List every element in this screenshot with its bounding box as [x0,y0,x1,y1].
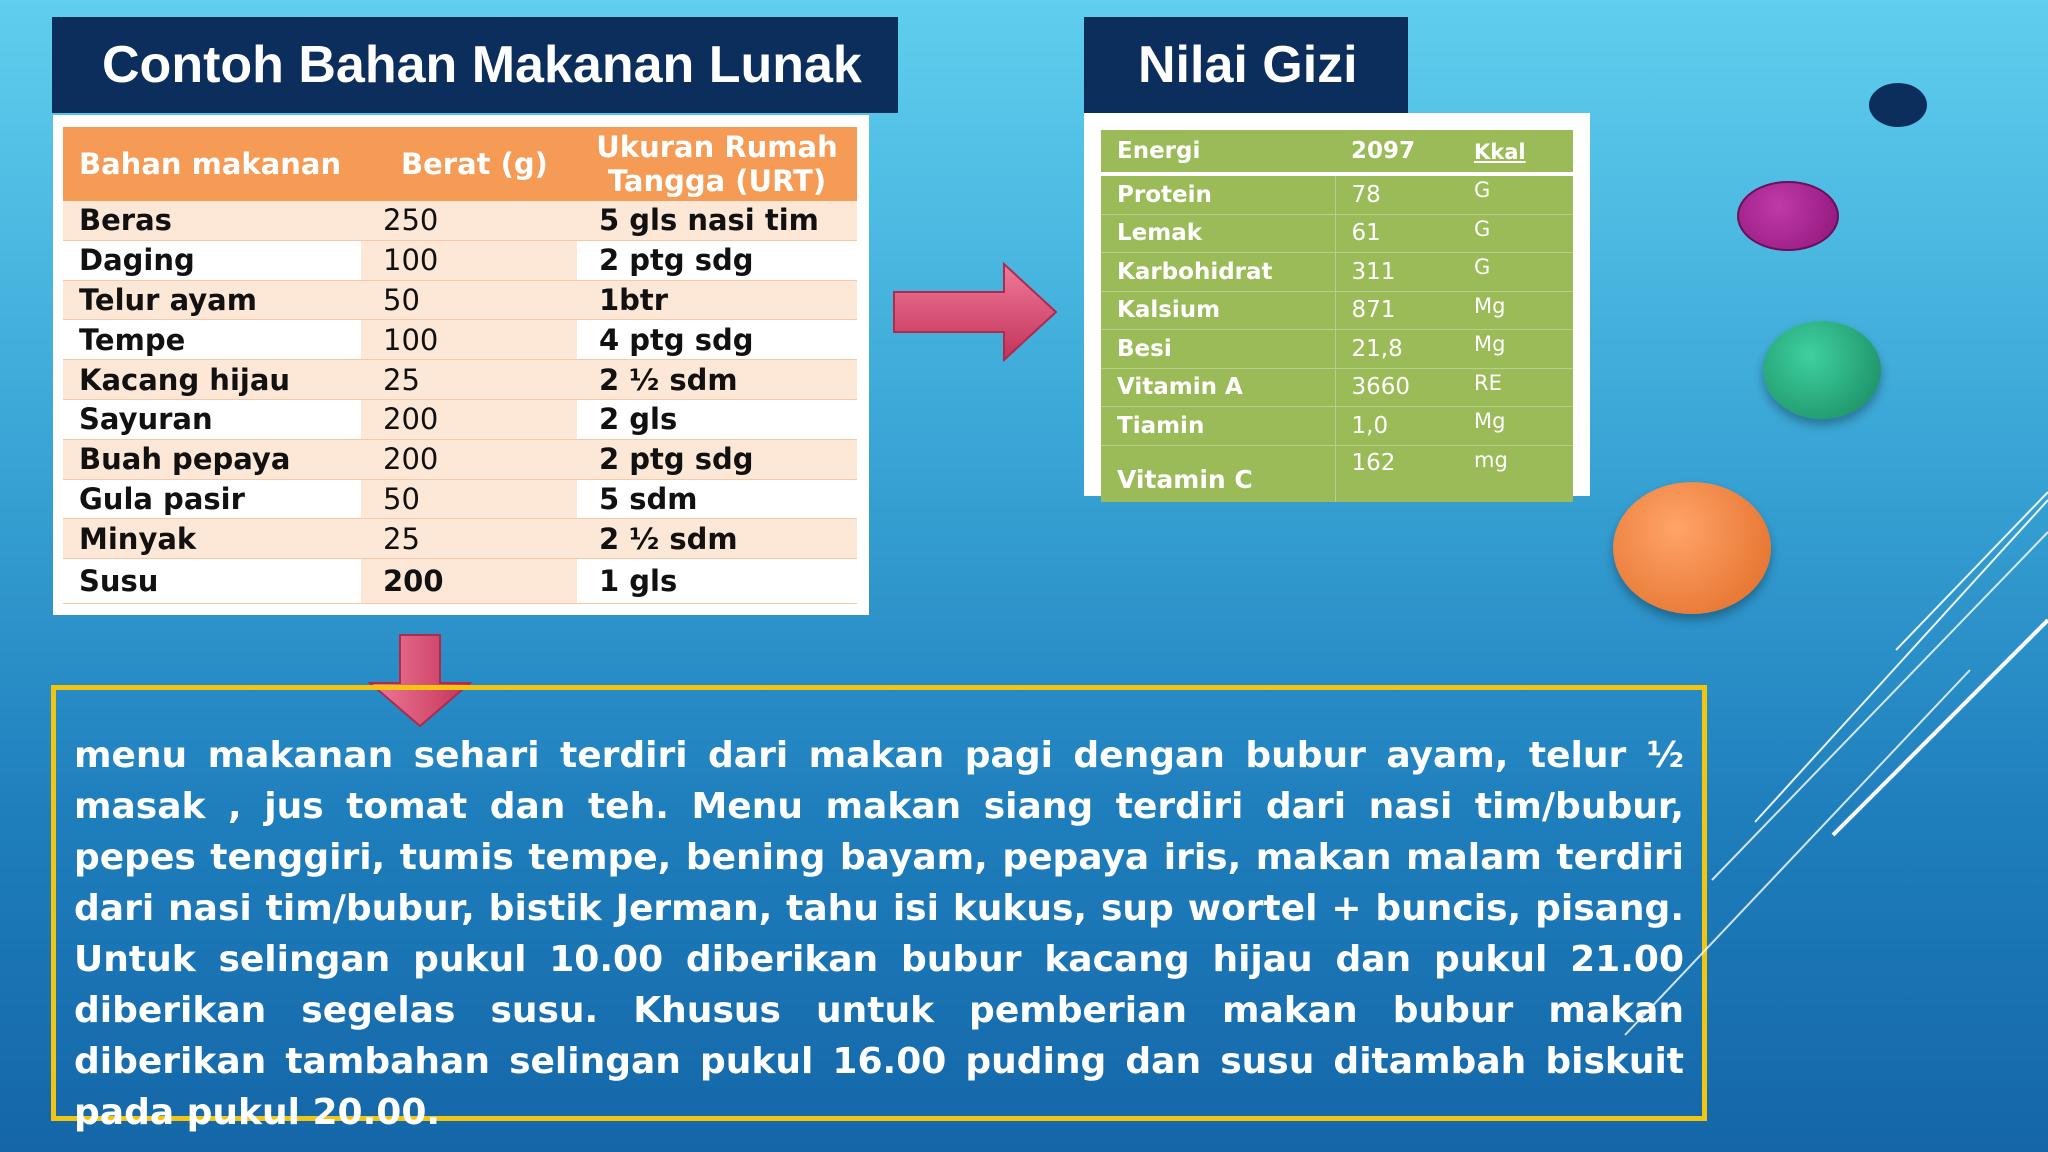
nutrient-cell: Lemak [1101,214,1335,253]
ingredient-cell: Minyak [63,519,361,559]
nutrient-cell: Vitamin A [1101,368,1335,407]
ingredient-cell: Susu [63,559,361,604]
purple-circle-decoration [1737,181,1839,251]
table-row [63,399,857,439]
nutrient-cell: Besi [1101,330,1335,369]
table-row [1101,291,1573,330]
nutrient-cell: Vitamin C [1101,445,1335,502]
arrow-right-icon [892,262,1060,362]
food-table-header [63,127,857,201]
table-row [1101,407,1573,446]
amount-cell: 2097 [1335,130,1474,174]
table-row [1101,214,1573,253]
diagonal-lines-decoration [1540,480,2048,1040]
nutrition-panel [1084,113,1590,496]
measure-cell: 1btr [577,280,857,320]
amount-cell: 1,0 [1335,407,1474,446]
unit-cell: RE [1474,368,1573,407]
nutrient-cell: Tiamin [1101,407,1335,446]
nutrient-cell: Protein [1101,174,1335,214]
amount-cell: 21,8 [1335,330,1474,369]
navy-circle-decoration [1869,83,1927,127]
ingredient-cell: Daging [63,240,361,280]
ingredient-cell: Buah pepaya [63,439,361,479]
measure-cell: 2 ½ sdm [577,519,857,559]
measure-cell: 5 sdm [577,479,857,519]
weight-cell: 200 [361,559,577,604]
unit-cell: G [1474,214,1573,253]
weight-cell: 200 [361,399,577,439]
unit-cell: G [1474,174,1573,214]
food-table [63,127,857,604]
nutrition-table [1101,130,1573,502]
table-row [63,240,857,280]
food-table-panel [53,115,869,615]
amount-cell: 311 [1335,253,1474,292]
table-row [1101,368,1573,407]
nutrient-cell: Karbohidrat [1101,253,1335,292]
weight-cell: 50 [361,280,577,320]
measure-cell: 2 ptg sdg [577,240,857,280]
amount-cell: 3660 [1335,368,1474,407]
weight-cell: 25 [361,360,577,400]
table-row [63,280,857,320]
green-circle-decoration [1763,321,1881,419]
weight-cell: 50 [361,479,577,519]
table-row [63,320,857,360]
weight-cell: 100 [361,320,577,360]
ingredient-cell: Tempe [63,320,361,360]
measure-cell: 2 ½ sdm [577,360,857,400]
table-row [1101,130,1573,174]
measure-cell: 4 ptg sdg [577,320,857,360]
amount-cell: 78 [1335,174,1474,214]
table-row [63,439,857,479]
nutrient-cell: Kalsium [1101,291,1335,330]
amount-cell: 162 [1351,449,1396,476]
amount-cell: 871 [1335,291,1474,330]
table-row [63,201,857,240]
table-row [1101,445,1573,502]
table-row [63,519,857,559]
unit-cell: G [1474,253,1573,292]
ingredient-cell: Telur ayam [63,280,361,320]
table-row [1101,253,1573,292]
table-row [1101,330,1573,369]
header-household-measure: Ukuran Rumah Tangga (URT) [577,127,857,201]
nutrition-title: Nilai Gizi [1084,17,1408,113]
ingredient-cell: Sayuran [63,399,361,439]
unit-cell: mg [1474,447,1508,472]
nutrient-cell: Energi [1101,130,1335,174]
ingredient-cell: Gula pasir [63,479,361,519]
header-ingredient: Bahan makanan [63,127,361,201]
ingredient-cell: Beras [63,201,361,240]
measure-cell: 2 ptg sdg [577,439,857,479]
weight-cell: 25 [361,519,577,559]
amount-cell: 61 [1335,214,1474,253]
table-row [63,559,857,604]
measure-cell: 1 gls [577,559,857,604]
weight-cell: 250 [361,201,577,240]
unit-cell: Mg [1474,330,1573,369]
weight-cell: 200 [361,439,577,479]
table-row [1101,174,1573,214]
unit-cell: Mg [1474,407,1573,446]
unit-cell: Kkal [1474,130,1573,174]
menu-description-box [51,685,1707,1133]
table-row [63,360,857,400]
measure-cell: 2 gls [577,399,857,439]
weight-cell: 100 [361,240,577,280]
table-row [63,479,857,519]
measure-cell: 5 gls nasi tim [577,201,857,240]
header-weight: Berat (g) [361,127,577,201]
menu-description-text: menu makanan sehari terdiri dari makan pagi dengan bubur ayam, telur ½ masak , jus tomat dan teh. Menu makan siang terdiri dari nasi tim/bubur, pepes tenggiri, tumis tempe, bening bayam, pepaya iris, makan malam terdiri dari nasi tim/bubur, bistik Jerman, tahu isi kukus, sup wortel + buncis, pisang. Untuk selingan pukul 10.00 diberikan bubur kacang hijau dan pukul 21.00 diberikan segelas susu. Khusus untuk pemberian makan bubur makan diberikan tambahan selingan pukul 16.00 puding dan susu ditambah biskuit pada pukul 20.00. [74,735,1684,1133]
unit-cell: Mg [1474,291,1573,330]
food-examples-title: Contoh Bahan Makanan Lunak [52,17,898,113]
ingredient-cell: Kacang hijau [63,360,361,400]
